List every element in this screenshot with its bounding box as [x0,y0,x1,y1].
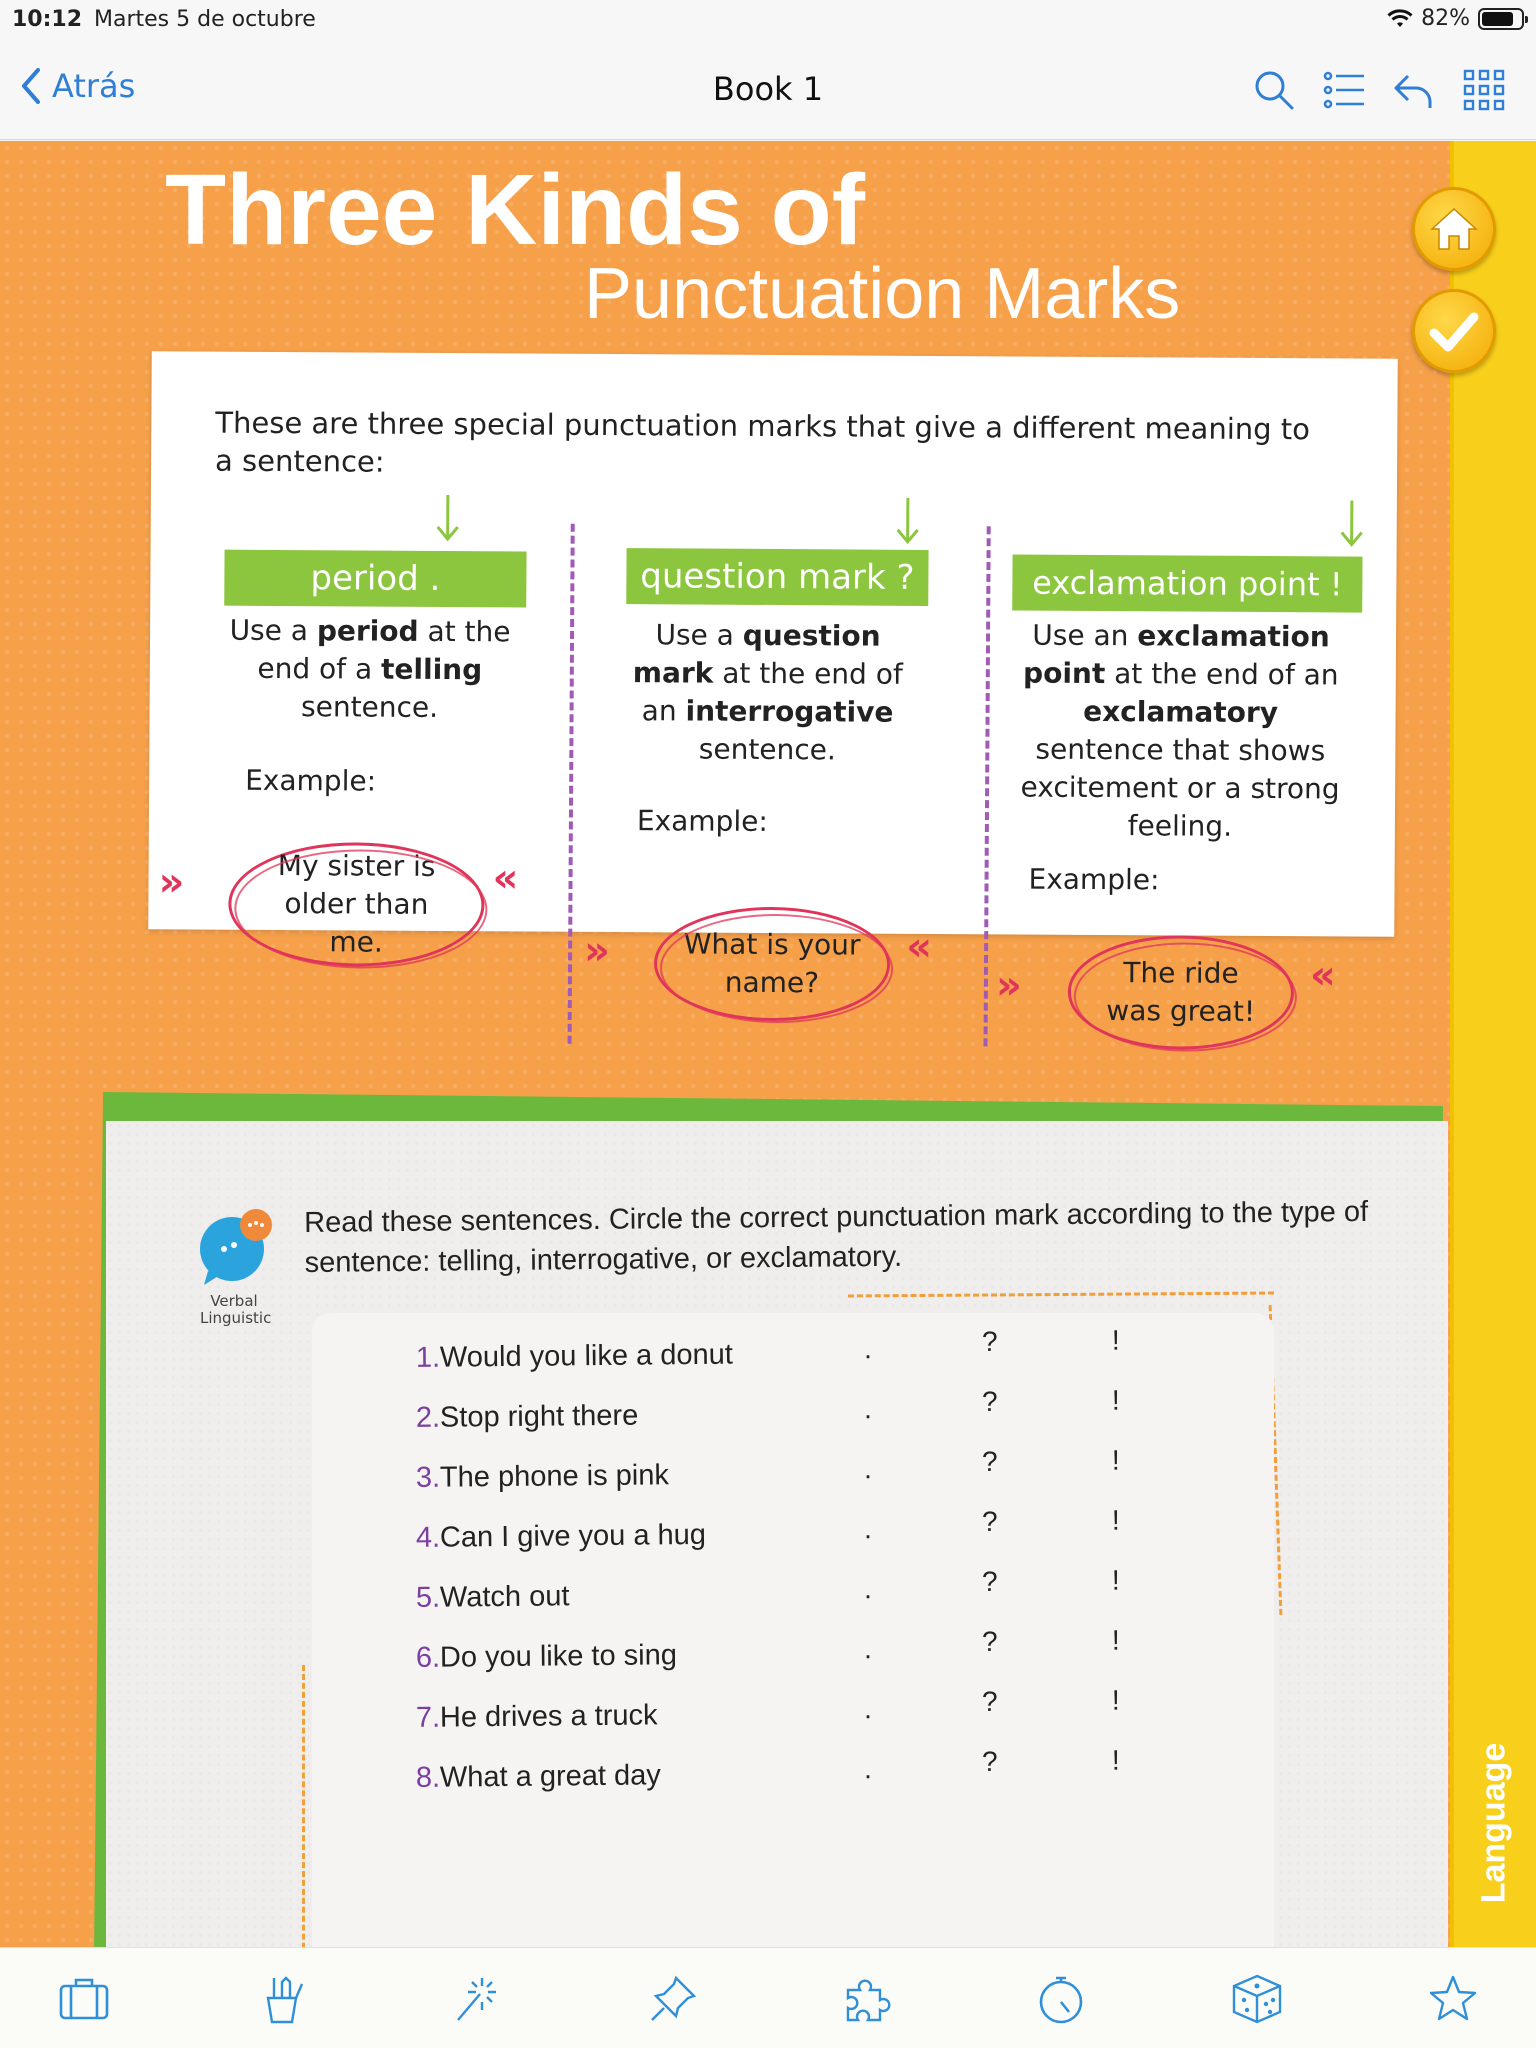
question-mark-option[interactable]: ? [981,1325,998,1357]
chevron-left-icon: « [906,923,933,970]
example-period: My sister is older than me. [228,842,485,968]
tag-period: period . [224,550,526,608]
item-number: 1. [415,1341,441,1374]
question-mark-option[interactable]: ? [981,1385,998,1417]
section-label [1456,1723,1532,1923]
navigation-bar [0,40,1536,140]
side-strip [1450,141,1536,1947]
desc-period: Use a period at the end of a telling sentence. [229,613,511,724]
exercise-row [312,1623,1275,1693]
period-option[interactable]: . [863,1753,872,1785]
question-mark-option[interactable]: ? [981,1625,998,1657]
timer-icon[interactable] [1034,1972,1088,2026]
question-mark-option[interactable]: ? [981,1565,998,1597]
section-label-text: Language [1474,1742,1513,1904]
page-title: Three Kinds of [165,154,866,266]
desc-exclamation-point: Use an exclamation point at the end of an exclamatory sentence that shows excitement or a strong feeling. [1020,618,1340,843]
status-indicators [1387,6,1524,31]
exclamation-option[interactable]: ! [1111,1444,1120,1476]
item-sentence: The phone is pink [439,1459,670,1494]
grid-menu-icon[interactable] [1462,68,1506,112]
exercise-row [312,1683,1275,1753]
bottom-toolbar [0,1947,1536,2048]
period-option[interactable]: . [863,1693,872,1725]
exclamation-option[interactable]: ! [1111,1504,1120,1536]
example-exclamation-point: The ride was great! [1068,935,1295,1050]
item-sentence: He drives a truck [439,1699,658,1734]
intelligence-label: Verbal Linguistic [200,1292,272,1327]
battery-icon [1478,8,1524,30]
item-number: 7. [415,1701,441,1734]
item-sentence: Can I give you a hug [439,1518,707,1554]
exclamation-option[interactable]: ! [1111,1384,1120,1416]
check-button[interactable] [1412,289,1496,373]
exercise-row [312,1743,1275,1813]
back-label: Atrás [52,67,136,105]
exercise-row [312,1323,1275,1393]
tools-icon[interactable] [256,1972,310,2026]
chevron-left-icon: « [492,855,519,902]
arrow-down-icon [1337,498,1367,548]
search-icon[interactable] [1252,68,1296,112]
tag-question-mark: question mark ? [626,548,928,606]
example-label: Example: [636,804,768,838]
exercise-panel [106,1121,1448,1947]
book-title: Book 1 [712,70,824,108]
status-time: 10:12 [12,7,83,32]
exercise-instruction: Read these sentences. Circle the correct punctuation mark according to the type of sentence: telling, interrogative, or exclamatory. [304,1195,1369,1279]
dashed-border [302,1665,305,1947]
period-option[interactable]: . [863,1513,872,1545]
item-sentence: Do you like to sing [439,1639,678,1674]
exercise-row [312,1443,1275,1513]
intro-text: These are three special punctuation marks that give a different meaning to a sentence: [215,405,1311,479]
pin-icon[interactable] [646,1972,700,2026]
exercise-row [312,1563,1275,1633]
tag-exclamation-point: exclamation point ! [1012,554,1362,612]
exclamation-option[interactable]: ! [1111,1744,1120,1776]
exclamation-option[interactable]: ! [1111,1684,1120,1716]
check-icon [1426,303,1482,359]
arrow-down-icon [893,496,923,546]
chevron-right-icon: » [158,859,185,906]
question-mark-option[interactable]: ? [981,1685,998,1717]
desc-question-mark: Use a question mark at the end of an interrogative sentence. [632,618,903,767]
example-label: Example: [1028,862,1160,897]
period-option[interactable]: . [863,1573,872,1605]
period-option[interactable]: . [863,1453,872,1485]
book-page [0,141,1536,1947]
magic-wand-icon[interactable] [450,1972,504,2026]
exclamation-option[interactable]: ! [1111,1564,1120,1596]
sentence-list [312,1313,1274,1947]
undo-icon[interactable] [1392,68,1436,112]
exclamation-option[interactable]: ! [1111,1324,1120,1356]
item-number: 2. [415,1401,441,1434]
column-divider [984,526,991,1046]
table-of-contents-icon[interactable] [1322,68,1366,112]
exclamation-option[interactable]: ! [1111,1624,1120,1656]
page-subtitle: Punctuation Marks [584,254,1181,334]
item-sentence: Watch out [439,1580,570,1614]
home-icon [1426,201,1482,257]
home-button[interactable] [1412,187,1496,271]
example-question-mark: What is your name? [654,906,891,1021]
item-number: 5. [415,1581,441,1614]
period-option[interactable]: . [863,1333,872,1365]
item-number: 8. [415,1761,441,1794]
info-card [148,351,1398,1028]
chevron-right-icon: » [995,962,1022,1009]
item-number: 6. [415,1641,441,1674]
question-mark-option[interactable]: ? [981,1445,998,1477]
chevron-left-icon: « [1309,952,1336,999]
wifi-icon [1387,9,1413,29]
item-sentence: Would you like a donut [439,1338,733,1374]
dashed-border [848,1292,1274,1298]
dice-icon[interactable] [1230,1972,1284,2026]
status-bar [0,0,1536,40]
arrow-down-icon [433,493,463,543]
star-icon[interactable] [1426,1972,1480,2026]
battery-level [1482,12,1513,26]
speech-bubble-icon [194,1205,276,1287]
item-sentence: Stop right there [439,1399,639,1434]
period-option[interactable]: . [863,1393,872,1425]
exercise-row [312,1383,1275,1453]
exercise-row [312,1503,1275,1573]
column-divider [568,524,575,1044]
status-date: Martes 5 de octubre [94,7,316,32]
chevron-right-icon: » [583,927,611,975]
example-label: Example: [245,763,377,798]
battery-percent: 82% [1421,6,1470,31]
item-sentence: What a great day [439,1759,661,1794]
briefcase-icon[interactable] [57,1972,111,2026]
item-number: 3. [415,1461,441,1494]
item-number: 4. [415,1521,441,1554]
period-option[interactable]: . [863,1633,872,1665]
question-mark-option[interactable]: ? [981,1505,998,1537]
question-mark-option[interactable]: ? [981,1745,998,1777]
nav-actions [1252,68,1506,112]
puzzle-icon[interactable] [840,1972,894,2026]
